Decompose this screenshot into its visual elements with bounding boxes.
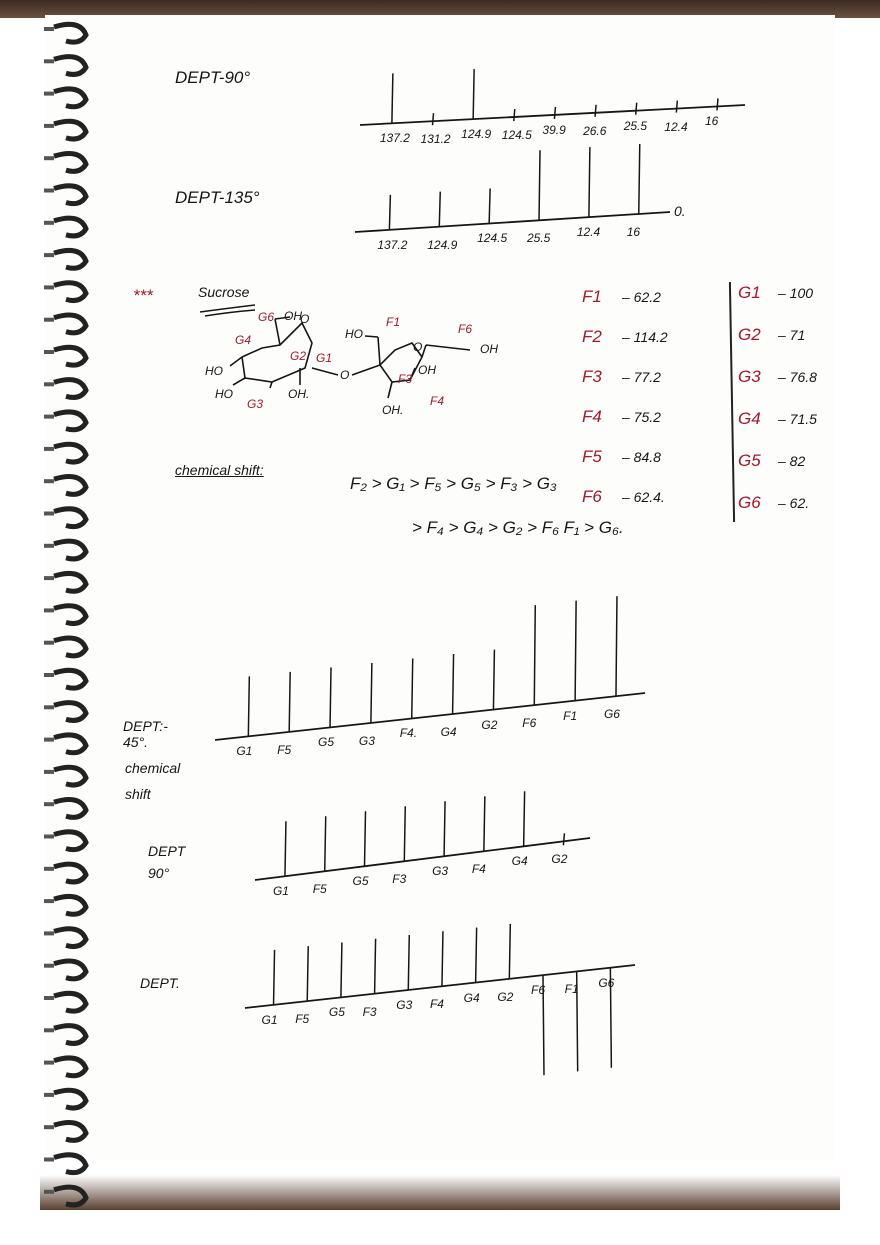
shift-value: – 77.2 (622, 369, 661, 385)
peak-label: G4 (511, 854, 528, 869)
spectrum-peak (563, 833, 564, 845)
spectrum-baseline (215, 693, 645, 740)
peak-label: F5 (277, 742, 292, 757)
shift-atom: F2 (582, 327, 602, 346)
spectrum-peak (493, 650, 494, 710)
spectrum-peak (330, 667, 331, 727)
spectrum-peak (307, 946, 308, 1001)
spectrum-peak (484, 796, 485, 851)
peak-label: 131.2 (420, 132, 451, 147)
spectrum-peak (589, 147, 590, 217)
atom-g1: G1 (316, 351, 333, 365)
shift-value: – 100 (778, 285, 814, 301)
atom-g2: G2 (290, 349, 307, 363)
atom-g3: G3 (247, 397, 264, 411)
ring-o2: O (413, 340, 423, 354)
peak-label: G2 (497, 989, 514, 1004)
peak-label: F3 (392, 872, 407, 887)
spectrum-peak (489, 188, 490, 223)
peak-label: G1 (272, 884, 289, 899)
peak-label: 137.2 (379, 131, 410, 146)
peak-label: G3 (432, 864, 449, 879)
spectrum-peak (509, 924, 510, 979)
spectrum-peak (341, 942, 342, 997)
ho-g3: HO (215, 387, 233, 401)
dept135-top-title: DEPT-135° (175, 188, 260, 207)
spectrum-peak (676, 101, 677, 113)
ho-f1: HO (345, 327, 363, 341)
spectrum-peak (248, 676, 249, 736)
peak-label: F6 (530, 983, 545, 998)
shift-atom: F5 (582, 447, 602, 466)
peak-label: 25.5 (623, 118, 648, 133)
spectrum-peak (717, 98, 718, 110)
dept45-subtitle: chemical shift (125, 760, 181, 802)
spectrum-peak (616, 596, 617, 696)
peak-label: G5 (328, 1005, 345, 1020)
spectrum-peak (375, 939, 376, 994)
spectrum-peak (524, 791, 525, 846)
ring-o1: O (300, 312, 310, 326)
dept90-top-title: DEPT-90° (175, 68, 251, 87)
peak-label: 137.2 (377, 237, 408, 252)
spectrum-peak (539, 150, 540, 220)
shift-value: – 114.2 (622, 329, 668, 345)
dept45-title: DEPT:- 45°. (123, 718, 168, 750)
atom-f3: F3 (398, 372, 413, 386)
shift-value: – 62.4. (622, 489, 665, 505)
shift-atom: F1 (582, 287, 602, 306)
peak-label: 124.9 (461, 127, 492, 142)
peak-label: 26.6 (583, 123, 607, 138)
chemical-shift-label: chemical shift: (175, 462, 264, 478)
peak-label: G3 (358, 733, 375, 748)
spectrum-peak (473, 69, 474, 119)
spectrum-peak (575, 601, 576, 701)
peak-label: 39.9 (542, 122, 566, 137)
atom-f4: F4 (430, 394, 445, 408)
spectrum-peak (453, 654, 454, 714)
peak-label: 124.5 (501, 128, 532, 142)
shift-atom: G4 (738, 409, 761, 428)
shift-order-line2: > F₄ > G₄ > G₂ > F₆ F₁ > G₆. (412, 518, 624, 537)
shift-order-line1: F₂ > G₁ > F₅ > G₅ > F₃ > G₃ (350, 474, 557, 493)
spectrum-peak (408, 935, 409, 990)
spectrum-peak (371, 663, 372, 723)
oh-g6: OH (284, 309, 302, 323)
peak-label: F5 (312, 882, 327, 897)
peak-label: F4 (429, 997, 444, 1012)
peak-label: G1 (261, 1012, 278, 1027)
shift-atom: F3 (582, 367, 602, 386)
peak-label: 12.4 (664, 119, 688, 134)
spectrum-peak (442, 931, 443, 986)
spectrum-peak (554, 107, 555, 119)
spectrum-peak (392, 73, 393, 123)
shift-atom: G2 (738, 325, 761, 344)
spectrum-peak (595, 105, 596, 117)
oh-f6: OH (480, 342, 498, 356)
peak-label: G4 (440, 725, 457, 740)
peak-label: 16 (704, 114, 719, 129)
spectrum-baseline (255, 838, 590, 880)
peak-label: 12.4 (576, 225, 601, 240)
spectrum-peak (325, 816, 326, 871)
spectrum-baseline (355, 212, 670, 232)
sucrose-title: Sucrose (198, 284, 250, 300)
spectrum-peak (412, 658, 413, 718)
peak-label: F4. (399, 726, 418, 741)
spectrum-peak (636, 103, 637, 115)
oh-f3: OH. (382, 403, 404, 417)
dept135-title: DEPT. (140, 975, 180, 991)
peak-label: F3 (362, 1004, 377, 1019)
shift-value: – 62. (778, 495, 810, 511)
peak-label: G3 (396, 997, 413, 1012)
shift-atom: F6 (582, 487, 602, 506)
important-stars: *** (133, 286, 153, 305)
spectrum-peak (285, 821, 286, 876)
spectrum-peak (476, 928, 477, 983)
oh-f4: OH (418, 363, 436, 377)
peak-label: F1 (563, 708, 578, 723)
spectrum-peak (365, 811, 366, 866)
spectrum-peak (444, 801, 445, 856)
peak-label: G2 (481, 717, 498, 732)
peak-label: G4 (463, 990, 480, 1005)
shift-value: – 84.8 (622, 449, 661, 465)
shift-value: – 71 (778, 327, 806, 343)
spectrum-peak (639, 144, 640, 214)
peak-label: G6 (603, 707, 620, 722)
atom-f6: F6 (458, 322, 473, 336)
spectrum-peak (514, 109, 515, 121)
shift-value: – 71.5 (778, 411, 817, 427)
spectrum-peak (274, 950, 275, 1005)
shift-atom: G1 (738, 283, 761, 302)
peak-label: G1 (236, 744, 253, 759)
atom-g4: G4 (235, 333, 252, 347)
shift-atom: G6 (738, 493, 761, 512)
shift-atom: G3 (738, 367, 761, 386)
link-o: O (340, 368, 350, 382)
shift-value: – 82 (778, 453, 806, 469)
peak-label: F4 (471, 862, 486, 877)
dept135-top-end-label: 0. (674, 203, 686, 219)
spectrum-peak (404, 806, 405, 861)
spectrum-peak (439, 192, 440, 227)
peak-label: G6 (598, 975, 615, 990)
peak-label: 124.9 (427, 237, 458, 252)
shift-atom: G5 (738, 451, 761, 470)
peak-label: 124.5 (477, 231, 508, 246)
shift-value: – 62.2 (622, 289, 661, 305)
shift-atom: F4 (582, 407, 602, 426)
atom-g6: G6 (258, 310, 275, 324)
ho-g4: HO (205, 364, 223, 378)
peak-label: F6 (522, 716, 537, 731)
peak-label: G5 (318, 735, 335, 750)
peak-label: G5 (352, 874, 369, 889)
peak-label: 25.5 (527, 231, 551, 246)
spectrum-peak (433, 113, 434, 125)
atom-f1: F1 (386, 315, 401, 329)
spectrum-peak (289, 672, 290, 732)
shift-value: – 76.8 (778, 369, 817, 385)
peak-label: F1 (564, 982, 579, 997)
spectrum-peak (389, 195, 390, 230)
oh-g2: OH. (288, 387, 310, 401)
shift-value: – 75.2 (622, 409, 661, 425)
peak-label: F5 (295, 1012, 310, 1027)
peak-label: 16 (626, 224, 641, 239)
dept90-title: DEPT 90° (148, 843, 186, 881)
peak-label: G2 (551, 852, 568, 867)
spectrum-peak (534, 605, 535, 705)
